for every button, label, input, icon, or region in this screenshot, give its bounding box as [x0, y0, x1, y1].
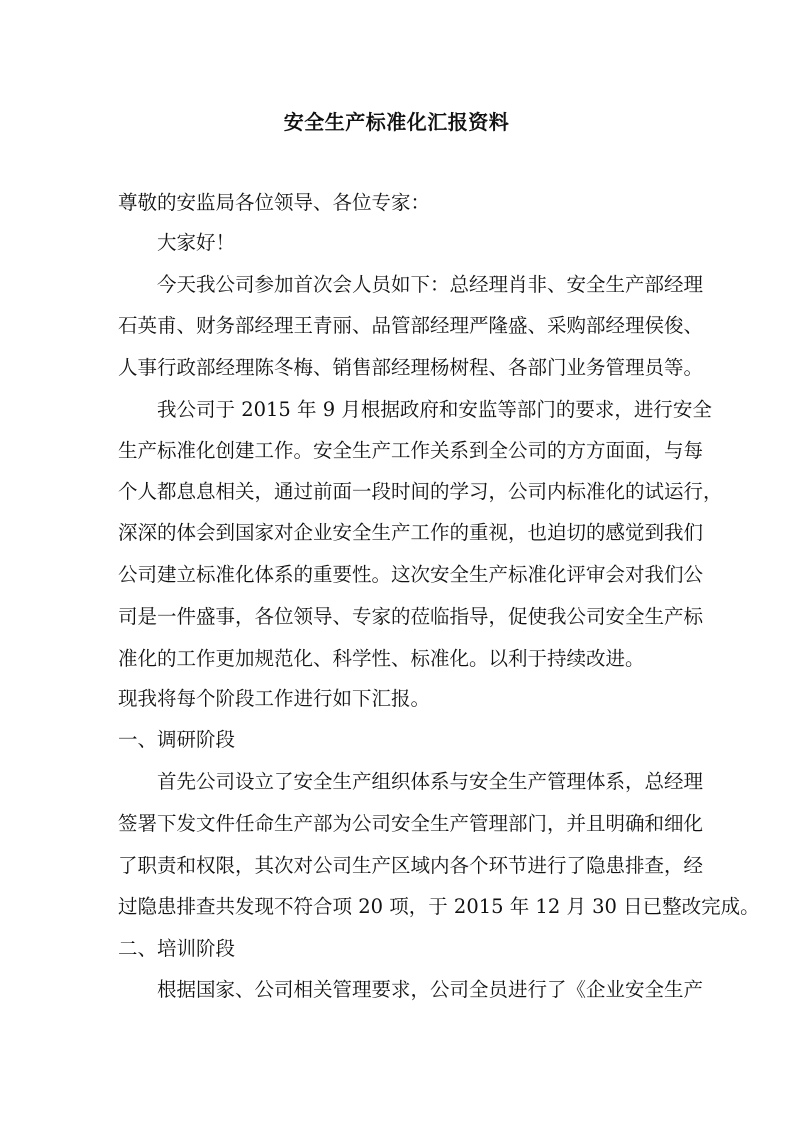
intro-line: 现我将每个阶段工作进行如下汇报。 — [118, 687, 431, 710]
paragraph-line: 我公司于 2015 年 9 月根据政府和安监等部门的要求，进行安全 — [157, 398, 712, 421]
paragraph-line: 根据国家、公司相关管理要求，公司全员进行了《企业安全生产 — [157, 978, 704, 1001]
paragraph-line: 准化的工作更加规范化、科学性、标准化。以利于持续改进。 — [118, 647, 645, 670]
paragraph-line: 首先公司设立了安全生产组织体系与安全生产管理体系，总经理 — [157, 770, 704, 793]
greeting: 尊敬的安监局各位领导、各位专家： — [118, 191, 431, 214]
paragraph-line: 石英甫、财务部经理王青丽、品管部经理严隆盛、采购部经理侯俊、 — [118, 314, 704, 337]
paragraph-line: 司是一件盛事，各位领导、专家的莅临指导，促使我公司安全生产标 — [118, 605, 704, 628]
paragraph-line: 过隐患排查共发现不符合项 20 项，于 2015 年 12 月 30 日已整改完成。 — [118, 895, 760, 918]
paragraph-line: 了职责和权限，其次对公司生产区域内各个环节进行了隐患排查，经 — [118, 854, 704, 877]
paragraph-line: 人事行政部经理陈冬梅、销售部经理杨树程、各部门业务管理员等。 — [118, 356, 704, 379]
paragraph-line: 生产标准化创建工作。安全生产工作关系到全公司的方方面面，与每 — [118, 439, 704, 462]
section-heading-2: 二、培训阶段 — [118, 937, 236, 960]
section-heading-1: 一、调研阶段 — [118, 728, 236, 751]
paragraph-line: 个人都息息相关，通过前面一段时间的学习，公司内标准化的试运行， — [118, 480, 723, 503]
paragraph-line: 签署下发文件任命生产部为公司安全生产管理部门，并且明确和细化 — [118, 812, 704, 835]
salutation: 大家好！ — [157, 231, 236, 254]
document-title: 安全生产标准化汇报资料 — [283, 110, 510, 134]
paragraph-line: 今天我公司参加首次会人员如下：总经理肖非、安全生产部经理 — [157, 273, 704, 296]
paragraph-line: 深深的体会到国家对企业安全生产工作的重视，也迫切的感觉到我们 — [118, 521, 704, 544]
paragraph-line: 公司建立标准化体系的重要性。这次安全生产标准化评审会对我们公 — [118, 563, 704, 586]
